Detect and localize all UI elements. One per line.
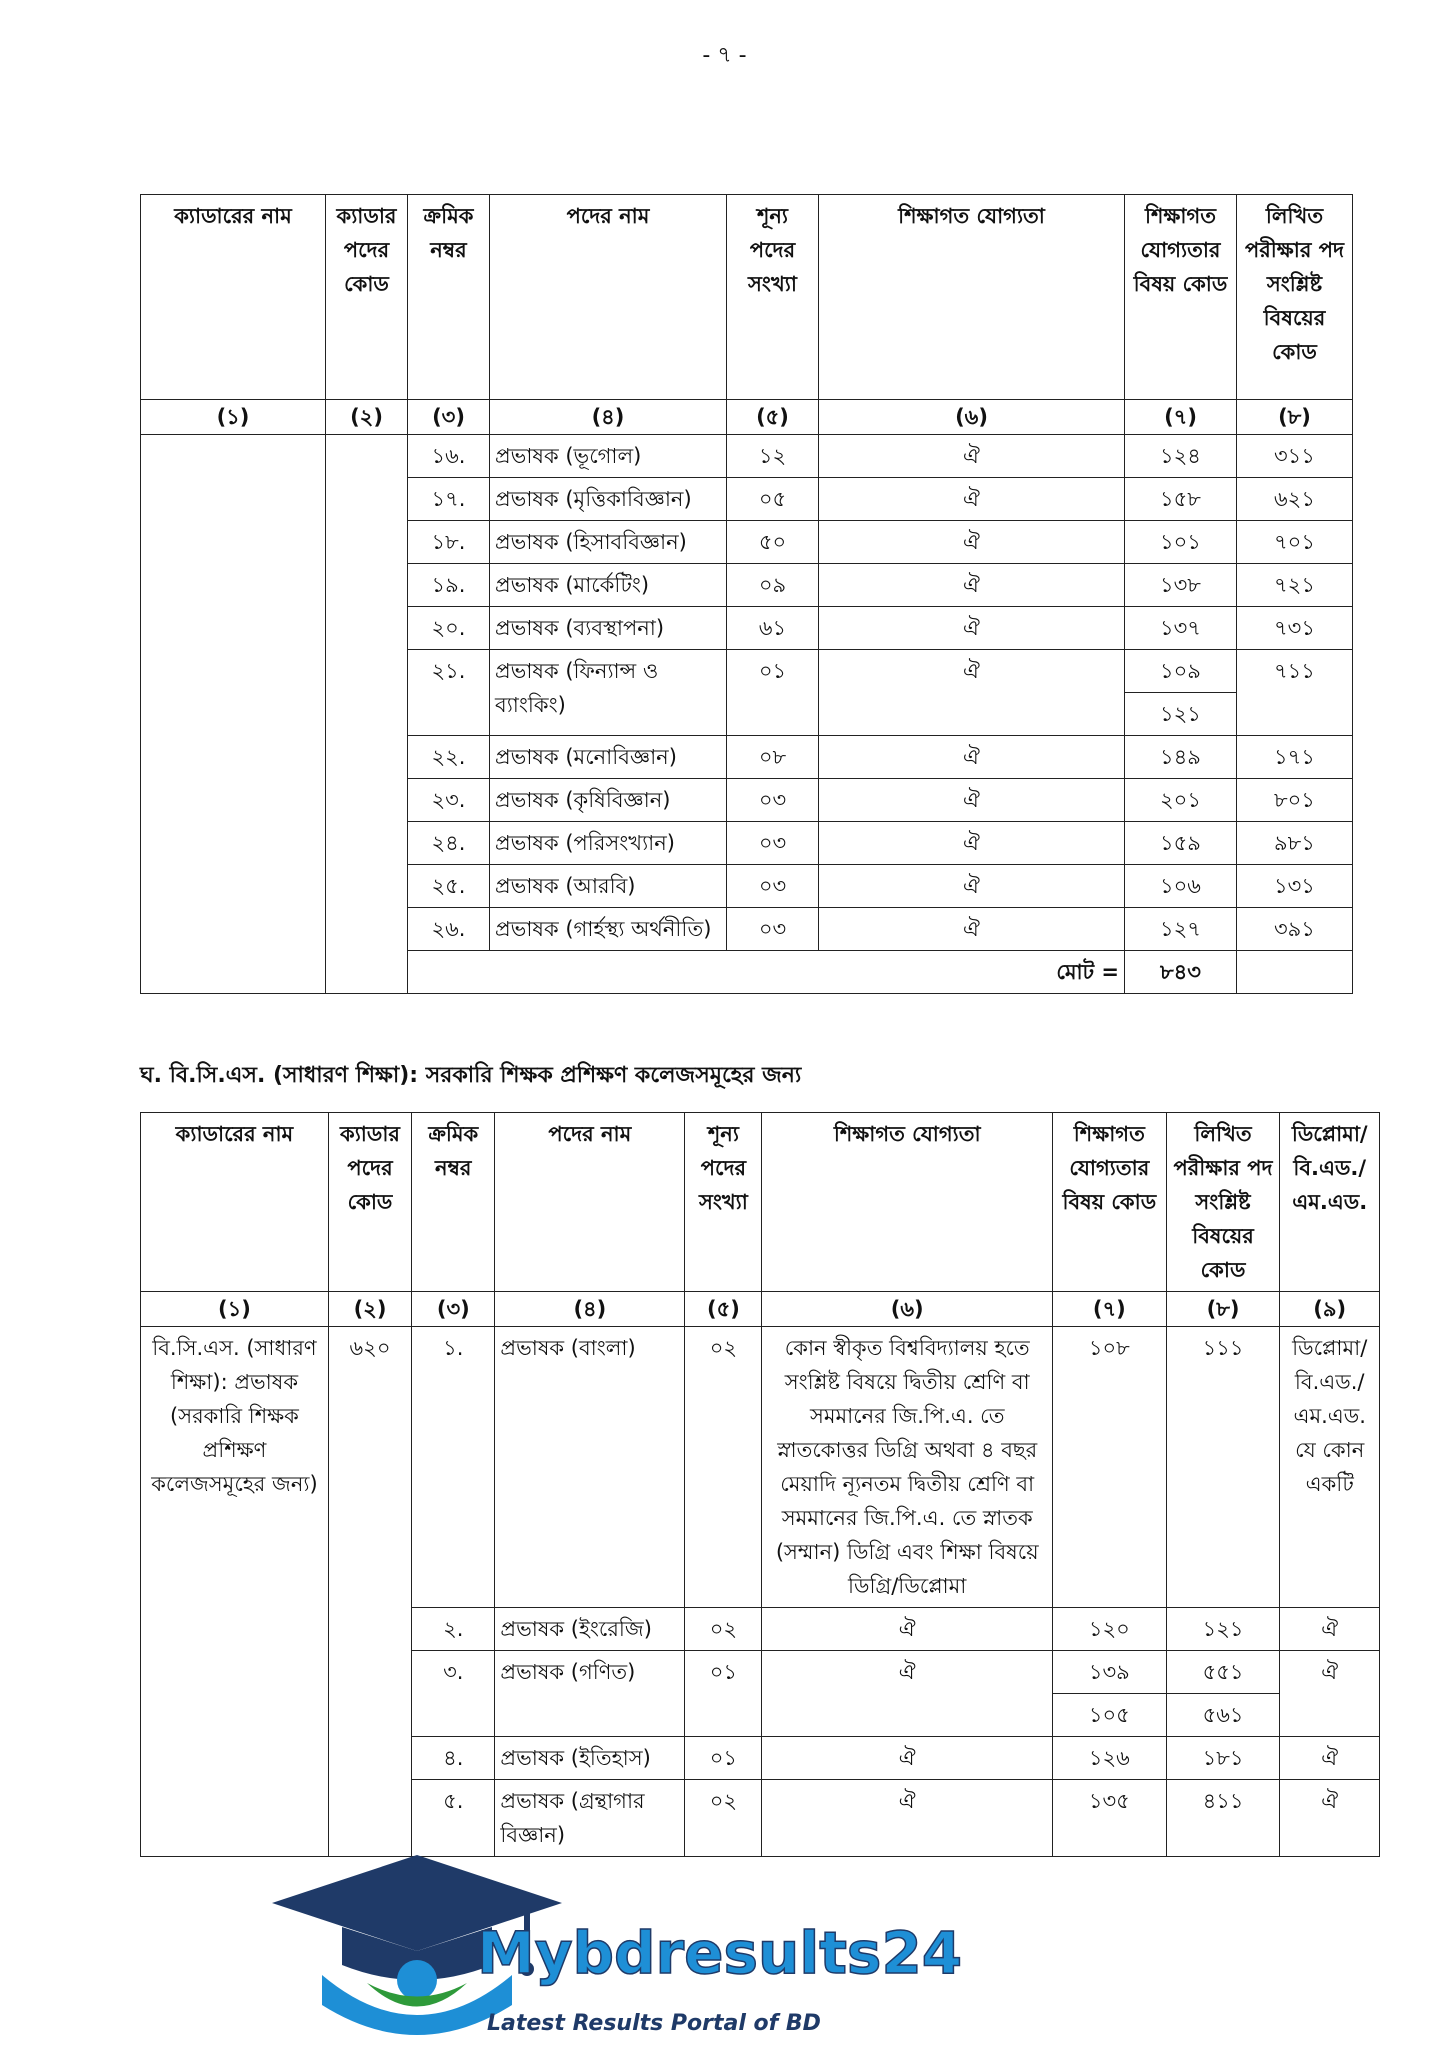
cadre-code: ৬২০: [328, 1327, 411, 1857]
post-name: প্রভাষক (মৃত্তিকাবিজ্ঞান): [490, 478, 727, 521]
qualification: ঐ: [819, 779, 1125, 822]
qualification: ঐ: [819, 607, 1125, 650]
col-header: শিক্ষাগত যোগ্যতার বিষয় কোড: [1052, 1113, 1166, 1292]
col-index: (১): [141, 1292, 329, 1327]
written-code: ৮০১: [1237, 779, 1353, 822]
serial: ২.: [412, 1608, 495, 1651]
qual-code: ১২৭: [1125, 908, 1237, 951]
diploma: ঐ: [1280, 1780, 1380, 1857]
col-header: ডিপ্লোমা/ বি.এড./ এম.এড.: [1280, 1113, 1380, 1292]
serial: ৩.: [412, 1651, 495, 1737]
qualification: ঐ: [819, 478, 1125, 521]
col-header: পদের নাম: [495, 1113, 685, 1292]
post-name: প্রভাষক (গ্রন্থাগার বিজ্ঞান): [495, 1780, 685, 1857]
table-cadre-posts-continued: [140, 194, 1353, 994]
col-header: ক্যাডারের নাম: [141, 195, 326, 400]
written-code: ১৭১: [1237, 736, 1353, 779]
table-teacher-training-colleges: [140, 1112, 1380, 1857]
col-header: লিখিত পরীক্ষার পদ সংশ্লিষ্ট বিষয়ের কোড: [1166, 1113, 1280, 1292]
qual-code: ১৫৮: [1125, 478, 1237, 521]
qual-code: ১০৬: [1125, 865, 1237, 908]
qual-code: ১৩৮: [1125, 564, 1237, 607]
post-name: প্রভাষক (মনোবিজ্ঞান): [490, 736, 727, 779]
col-index: (৬): [762, 1292, 1052, 1327]
col-header: ক্রমিক নম্বর: [408, 195, 490, 400]
col-header: ক্যাডার পদের কোড: [326, 195, 408, 400]
post-name: প্রভাষক (কৃষিবিজ্ঞান): [490, 779, 727, 822]
vacancy: ০৩: [727, 908, 819, 951]
page-number: - ৭ -: [702, 43, 747, 68]
col-index: (৬): [819, 400, 1125, 435]
cadre-name: বি.সি.এস. (সাধারণ শিক্ষা): প্রভাষক (সরকারি শিক্ষক প্রশিক্ষণ কলেজসমূহের জন্য): [141, 1327, 329, 1857]
logo-tagline: Latest Results Portal of BD: [487, 2011, 821, 2036]
vacancy: ১২: [727, 435, 819, 478]
col-header: শূন্য পদের সংখ্যা: [685, 1113, 762, 1292]
serial: ২৪.: [408, 822, 490, 865]
written-code: ১২১: [1166, 1608, 1280, 1651]
col-header: শিক্ষাগত যোগ্যতা: [762, 1113, 1052, 1292]
vacancy: ০১: [727, 650, 819, 736]
written-code: ৭৩১: [1237, 607, 1353, 650]
col-index: (৫): [727, 400, 819, 435]
qual-code: ১২০: [1052, 1608, 1166, 1651]
qualification: ঐ: [819, 650, 1125, 736]
col-index: (৩): [408, 400, 490, 435]
qual-code: ১২৪: [1125, 435, 1237, 478]
qualification: ঐ: [819, 521, 1125, 564]
qualification: ঐ: [762, 1780, 1052, 1857]
vacancy: ০৩: [727, 865, 819, 908]
header-row: [141, 1113, 1380, 1292]
post-name: প্রভাষক (হিসাববিজ্ঞান): [490, 521, 727, 564]
qual-code: ১৪৯: [1125, 736, 1237, 779]
vacancy: ০২: [685, 1780, 762, 1857]
qual-code-alt: ১০৫: [1052, 1694, 1166, 1737]
qualification: ঐ: [762, 1651, 1052, 1737]
logo-brand: Mybdresults24: [477, 1919, 963, 1987]
serial: ২৬.: [408, 908, 490, 951]
qual-code: ১৩৫: [1052, 1780, 1166, 1857]
written-code: ৭২১: [1237, 564, 1353, 607]
serial: ১৮.: [408, 521, 490, 564]
col-index: (৪): [495, 1292, 685, 1327]
vacancy: ০৯: [727, 564, 819, 607]
mybdresults24-logo: [272, 1855, 963, 2048]
col-header: পদের নাম: [490, 195, 727, 400]
qual-code: ১২৬: [1052, 1737, 1166, 1780]
written-code: ১১১: [1166, 1327, 1280, 1608]
post-name: প্রভাষক (ইতিহাস): [495, 1737, 685, 1780]
written-code: ৯৮১: [1237, 822, 1353, 865]
written-code: ৭১১: [1237, 650, 1353, 736]
col-index: (৪): [490, 400, 727, 435]
qualification: ঐ: [819, 908, 1125, 951]
qual-code: ১০৯: [1125, 650, 1237, 693]
post-name: প্রভাষক (বাংলা): [495, 1327, 685, 1608]
vacancy: ০৮: [727, 736, 819, 779]
col-index: (১): [141, 400, 326, 435]
qualification: ঐ: [819, 822, 1125, 865]
post-name: প্রভাষক (পরিসংখ্যান): [490, 822, 727, 865]
index-row: [141, 1292, 1380, 1327]
diploma: ঐ: [1280, 1737, 1380, 1780]
vacancy: ০৫: [727, 478, 819, 521]
post-name: প্রভাষক (ভূগোল): [490, 435, 727, 478]
cadre-code-empty: [326, 435, 408, 994]
serial: ১.: [412, 1327, 495, 1608]
serial: ২১.: [408, 650, 490, 736]
qualification: ঐ: [819, 564, 1125, 607]
col-header: শূন্য পদের সংখ্যা: [727, 195, 819, 400]
qualification: ঐ: [819, 865, 1125, 908]
serial: ২৩.: [408, 779, 490, 822]
col-index: (২): [326, 400, 408, 435]
col-index: (৯): [1280, 1292, 1380, 1327]
col-index: (৮): [1237, 400, 1353, 435]
written-code: ৩১১: [1237, 435, 1353, 478]
col-header: ক্যাডারের নাম: [141, 1113, 329, 1292]
qual-code: ১৩৭: [1125, 607, 1237, 650]
vacancy: ০১: [685, 1737, 762, 1780]
qualification: ঐ: [762, 1608, 1052, 1651]
table-row: [141, 435, 1353, 478]
qualification: ঐ: [819, 736, 1125, 779]
serial: ২২.: [408, 736, 490, 779]
serial: ২০.: [408, 607, 490, 650]
serial: ১৭.: [408, 478, 490, 521]
cadre-name-empty: [141, 435, 326, 994]
table-row: [141, 1327, 1380, 1608]
vacancy: ০১: [685, 1651, 762, 1737]
post-name: প্রভাষক (ইংরেজি): [495, 1608, 685, 1651]
serial: ২৫.: [408, 865, 490, 908]
written-code: ১৮১: [1166, 1737, 1280, 1780]
col-index: (৭): [1052, 1292, 1166, 1327]
qual-code: ১০৮: [1052, 1327, 1166, 1608]
written-code: ৪১১: [1166, 1780, 1280, 1857]
post-name: প্রভাষক (আরবি): [490, 865, 727, 908]
col-header: লিখিত পরীক্ষার পদ সংশ্লিষ্ট বিষয়ের কোড: [1237, 195, 1353, 400]
post-name: প্রভাষক (গণিত): [495, 1651, 685, 1737]
col-header: ক্যাডার পদের কোড: [328, 1113, 411, 1292]
serial: ৫.: [412, 1780, 495, 1857]
index-row: [141, 400, 1353, 435]
total-label: মোট =: [408, 951, 1125, 994]
col-header: শিক্ষাগত যোগ্যতা: [819, 195, 1125, 400]
written-code: ৭০১: [1237, 521, 1353, 564]
qualification: কোন স্বীকৃত বিশ্ববিদ্যালয় হতে সংশ্লিষ্ট বিষয়ে দ্বিতীয় শ্রেণি বা সমমানের জি.পি.এ. তে স্নাতকোত্তর ডিগ্রি অথবা ৪ বছর মেয়াদি ন্যূনতম দ্বিতীয় শ্রেণি বা সমমানের জি.পি.এ. তে স্নাতক (সম্মান) ডিগ্রি এবং শিক্ষা বিষয়ে ডিগ্রি/ডিপ্লোমা: [762, 1327, 1052, 1608]
serial: ৪.: [412, 1737, 495, 1780]
qualification: ঐ: [819, 435, 1125, 478]
vacancy: ০৩: [727, 779, 819, 822]
col-header: শিক্ষাগত যোগ্যতার বিষয় কোড: [1125, 195, 1237, 400]
written-code: ৬২১: [1237, 478, 1353, 521]
col-index: (৭): [1125, 400, 1237, 435]
post-name: প্রভাষক (ব্যবস্থাপনা): [490, 607, 727, 650]
post-name: প্রভাষক (গার্হস্থ্য অর্থনীতি): [490, 908, 727, 951]
vacancy: ০৩: [727, 822, 819, 865]
col-index: (৩): [412, 1292, 495, 1327]
vacancy: ০২: [685, 1608, 762, 1651]
qual-code: ১০১: [1125, 521, 1237, 564]
vacancy: ০২: [685, 1327, 762, 1608]
qual-code: ১৩৯: [1052, 1651, 1166, 1694]
serial: ১৬.: [408, 435, 490, 478]
header-row: [141, 195, 1353, 400]
vacancy: ৬১: [727, 607, 819, 650]
post-name: প্রভাষক (ফিন্যান্স ও ব্যাংকিং): [490, 650, 727, 736]
col-index: (৮): [1166, 1292, 1280, 1327]
written-code: ১৩১: [1237, 865, 1353, 908]
col-index: (৫): [685, 1292, 762, 1327]
written-code: ৩৯১: [1237, 908, 1353, 951]
diploma: ঐ: [1280, 1608, 1380, 1651]
col-header: ক্রমিক নম্বর: [412, 1113, 495, 1292]
section-heading: ঘ. বি.সি.এস. (সাধারণ শিক্ষা): সরকারি শিক্ষক প্রশিক্ষণ কলেজসমূহের জন্য: [140, 1063, 802, 1088]
qual-code-alt: ১২১: [1125, 693, 1237, 736]
vacancy: ৫০: [727, 521, 819, 564]
serial: ১৯.: [408, 564, 490, 607]
qual-code: ২০১: [1125, 779, 1237, 822]
total-value: ৮৪৩: [1125, 951, 1237, 994]
diploma: ঐ: [1280, 1651, 1380, 1737]
qual-code: ১৫৯: [1125, 822, 1237, 865]
written-code: ৫৫১: [1166, 1651, 1280, 1694]
qualification: ঐ: [762, 1737, 1052, 1780]
written-code-alt: ৫৬১: [1166, 1694, 1280, 1737]
col-index: (২): [328, 1292, 411, 1327]
diploma: ডিপ্লোমা/ বি.এড./ এম.এড. যে কোন একটি: [1280, 1327, 1380, 1608]
post-name: প্রভাষক (মার্কেটিং): [490, 564, 727, 607]
